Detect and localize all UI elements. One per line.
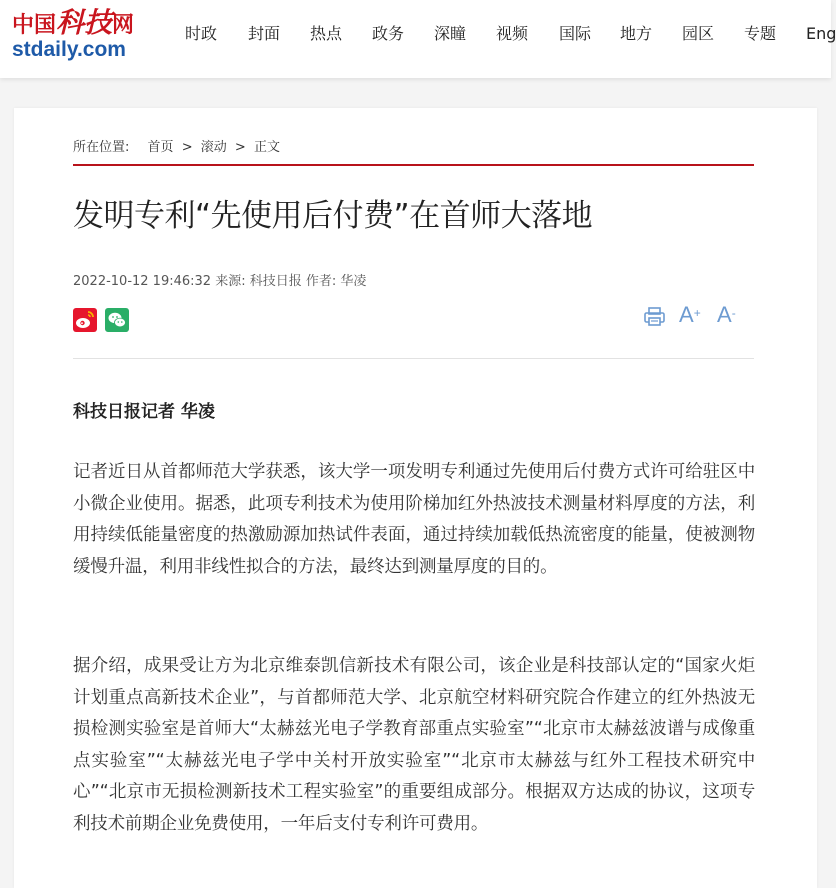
nav-item-redian[interactable]: 热点 (310, 24, 343, 43)
title-divider (73, 164, 754, 166)
nav-item-guoji[interactable]: 国际 (559, 24, 592, 43)
article-title: 发明专利“先使用后付费”在首师大落地 (73, 198, 593, 234)
article-meta: 2022-10-12 19:46:32 来源: 科技日报 作者: 华凌 (73, 274, 367, 289)
nav-item-shentong[interactable]: 深瞳 (434, 24, 467, 43)
nav-item-english[interactable]: Eng (806, 24, 836, 43)
logo-english: stdaily.com (12, 38, 126, 61)
breadcrumb-label: 所在位置: (73, 140, 130, 155)
breadcrumb-separator: > (181, 140, 193, 155)
printer-icon[interactable] (642, 300, 668, 330)
breadcrumb-scroll-link[interactable]: 滚动 (200, 140, 227, 155)
nav-item-zhengwu[interactable]: 政务 (372, 24, 405, 43)
breadcrumb-separator: > (234, 140, 246, 155)
nav-item-yuanqu[interactable]: 园区 (682, 24, 715, 43)
site-logo[interactable] (12, 8, 137, 66)
article-byline: 科技日报记者 华凌 (73, 402, 215, 422)
weibo-share-icon[interactable] (73, 308, 97, 332)
nav-item-zhuanti[interactable]: 专题 (744, 24, 777, 43)
article-paragraph: 记者近日从首都师范大学获悉，该大学一项发明专利通过先使用后付费方式许可给驻区中小微企业使用。据悉，此项专利技术为使用阶梯加红外热波技术测量材料厚度的方法，利用持续低能量密度的热激励源加热试件表面，通过持续加载低热流密度的能量，使被测物缓慢升温，利用非线性拟合的方法，最终达到测量厚度的目的。 (73, 462, 755, 577)
site-header (0, 0, 836, 78)
nav-item-shizheng[interactable]: 时政 (185, 24, 218, 43)
article-card (14, 108, 817, 888)
breadcrumb (73, 138, 280, 158)
meta-divider (73, 358, 754, 359)
breadcrumb-current: 正文 (253, 140, 280, 155)
article-paragraph: 据介绍，成果受让方为北京维泰凯信新技术有限公司，该企业是科技部认定的“国家火炬计划重点高新技术企业”，与首都师范大学、北京航空材料研究院合作建立的红外热波无损检测实验室是首师大“太赫兹光电子学教育部重点实验室”“北京市太赫兹波谱与成像重点实验室”“太赫兹光电子学中关村开放实验室”“北京市太赫兹与红外工程技术研究中心”“北京市无损检测新技术工程实验室”的重要组成部分。根据双方达成的协议，这项专利技术前期企业免费使用，一年后支付专利许可费用。 (73, 656, 755, 834)
wechat-share-icon[interactable] (105, 308, 129, 332)
nav-item-difang[interactable]: 地方 (620, 24, 653, 43)
font-decrease-button[interactable]: A- (717, 302, 736, 327)
logo-chinese: 中国科技网 (12, 6, 135, 39)
nav-item-shipin[interactable]: 视频 (496, 24, 529, 43)
font-increase-button[interactable]: A+ (679, 302, 701, 327)
breadcrumb-home-link[interactable]: 首页 (147, 140, 174, 155)
nav-item-fengmian[interactable]: 封面 (248, 24, 281, 43)
